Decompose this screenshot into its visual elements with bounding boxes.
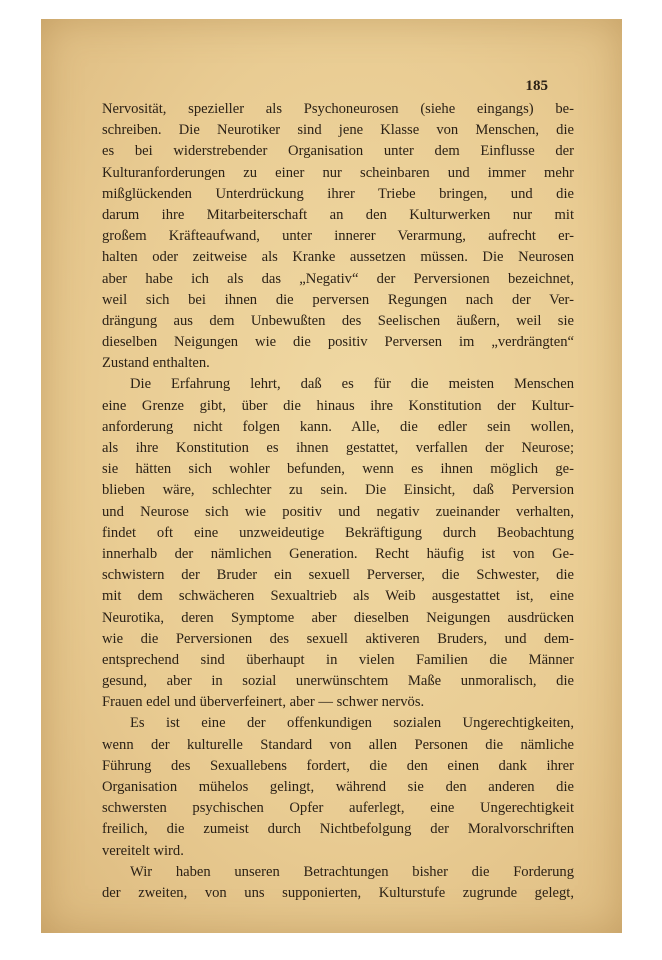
text-line: Zustand enthalten. [102,355,210,372]
text-line: Nervosität, spezieller als Psychoneurosen (siehe eingangs) be- [102,101,574,117]
text-line: schwistern der Bruder ein sexuell Perverser, die Schwester, die [102,567,574,584]
text-line: Kulturanforderungen zu einer nur scheinbaren und immer mehr [102,164,574,181]
text-line: drängung aus dem Unbewußten des Seelischen äußern, weil sie [102,312,574,329]
text-line: Führung des Sexuallebens fordert, die den einen dank ihrer [102,757,574,774]
text-line: blieben wäre, schlechter zu sein. Die Einsicht, daß Perversion [102,482,574,499]
body-text [102,99,574,904]
text-line: entsprechend sind überhaupt in vielen Familien die Männer [102,651,574,668]
paragraph [102,713,574,861]
text-line: anforderung nicht folgen kann. Alle, die edler sein wollen, [102,418,574,435]
text-line: dieselben Neigungen wie die positiv Perversen im „verdrängten“ [102,334,574,351]
text-line: Die Erfahrung lehrt, daß es für die meisten Menschen [130,376,574,393]
text-line: aber habe ich als das „Negativ“ der Perversionen bezeichnet, [102,270,574,287]
text-line: Es ist eine der offenkundigen sozialen Ungerechtigkeiten, [130,715,574,732]
text-line: Wir haben unseren Betrachtungen bisher die Forderung [130,863,574,880]
text-line: innerhalb der nämlichen Generation. Recht häufig ist von Ge- [102,545,574,562]
text-line: der zweiten, von uns supponierten, Kulturstufe zugrunde gelegt, [102,884,574,901]
text-line: darum ihre Mitarbeiterschaft an den Kulturwerken nur mit [102,206,574,223]
text-line: es bei widerstrebender Organisation unter dem Einflusse der [102,143,574,160]
book-page [41,19,622,933]
text-line: schreiben. Die Neurotiker sind jene Klasse von Menschen, die [102,122,574,139]
paragraph [102,374,574,713]
text-line: großem Kräfteaufwand, unter innerer Verarmung, aufrecht er- [102,228,574,245]
text-line: Neurotika, deren Symptome aber dieselben Neigungen ausdrücken [102,609,574,626]
text-line: schwersten psychischen Opfer auferlegt, eine Ungerechtigkeit [102,800,574,817]
text-line: mißglückenden Unterdrückung ihrer Triebe bringen, und die [102,185,574,202]
paragraph [102,99,574,374]
text-line: Frauen edel und überverfeinert, aber — schwer nervös. [102,694,425,711]
text-line: wenn der kulturelle Standard von allen Personen die nämliche [102,736,574,753]
text-line: weil sich bei ihnen die perversen Regungen nach der Ver- [102,291,574,308]
text-line: und Neurose sich wie positiv und negativ zueinander verhalten, [102,503,574,520]
page-number: 185 [525,78,548,94]
text-line: als ihre Konstitution es ihnen gestattet, verfallen der Neurose; [102,440,574,456]
text-line: halten oder zeitweise als Kranke aussetzen müssen. Die Neurosen [102,249,574,266]
text-line: eine Grenze gibt, über die hinaus ihre Konstitution der Kultur- [102,397,574,414]
text-line: vereitelt wird. [102,842,184,859]
text-line: freilich, die zumeist durch Nichtbefolgung der Moralvorschriften [102,821,574,838]
text-line: findet oft eine unzweideutige Bekräftigung durch Beobachtung [102,524,574,541]
paragraph [102,862,574,904]
text-line: gesund, aber in sozial unerwünschtem Maße unmoralisch, die [102,673,574,690]
text-line: wie die Perversionen des sexuell aktiveren Bruders, und dem- [102,630,574,647]
text-line: sie hätten sich wohler befunden, wenn es ihnen möglich ge- [102,461,574,478]
text-line: Organisation mühelos gelingt, während sie den anderen die [102,779,574,795]
text-line: mit dem schwächeren Sexualtrieb als Weib ausgestattet ist, eine [102,588,574,605]
